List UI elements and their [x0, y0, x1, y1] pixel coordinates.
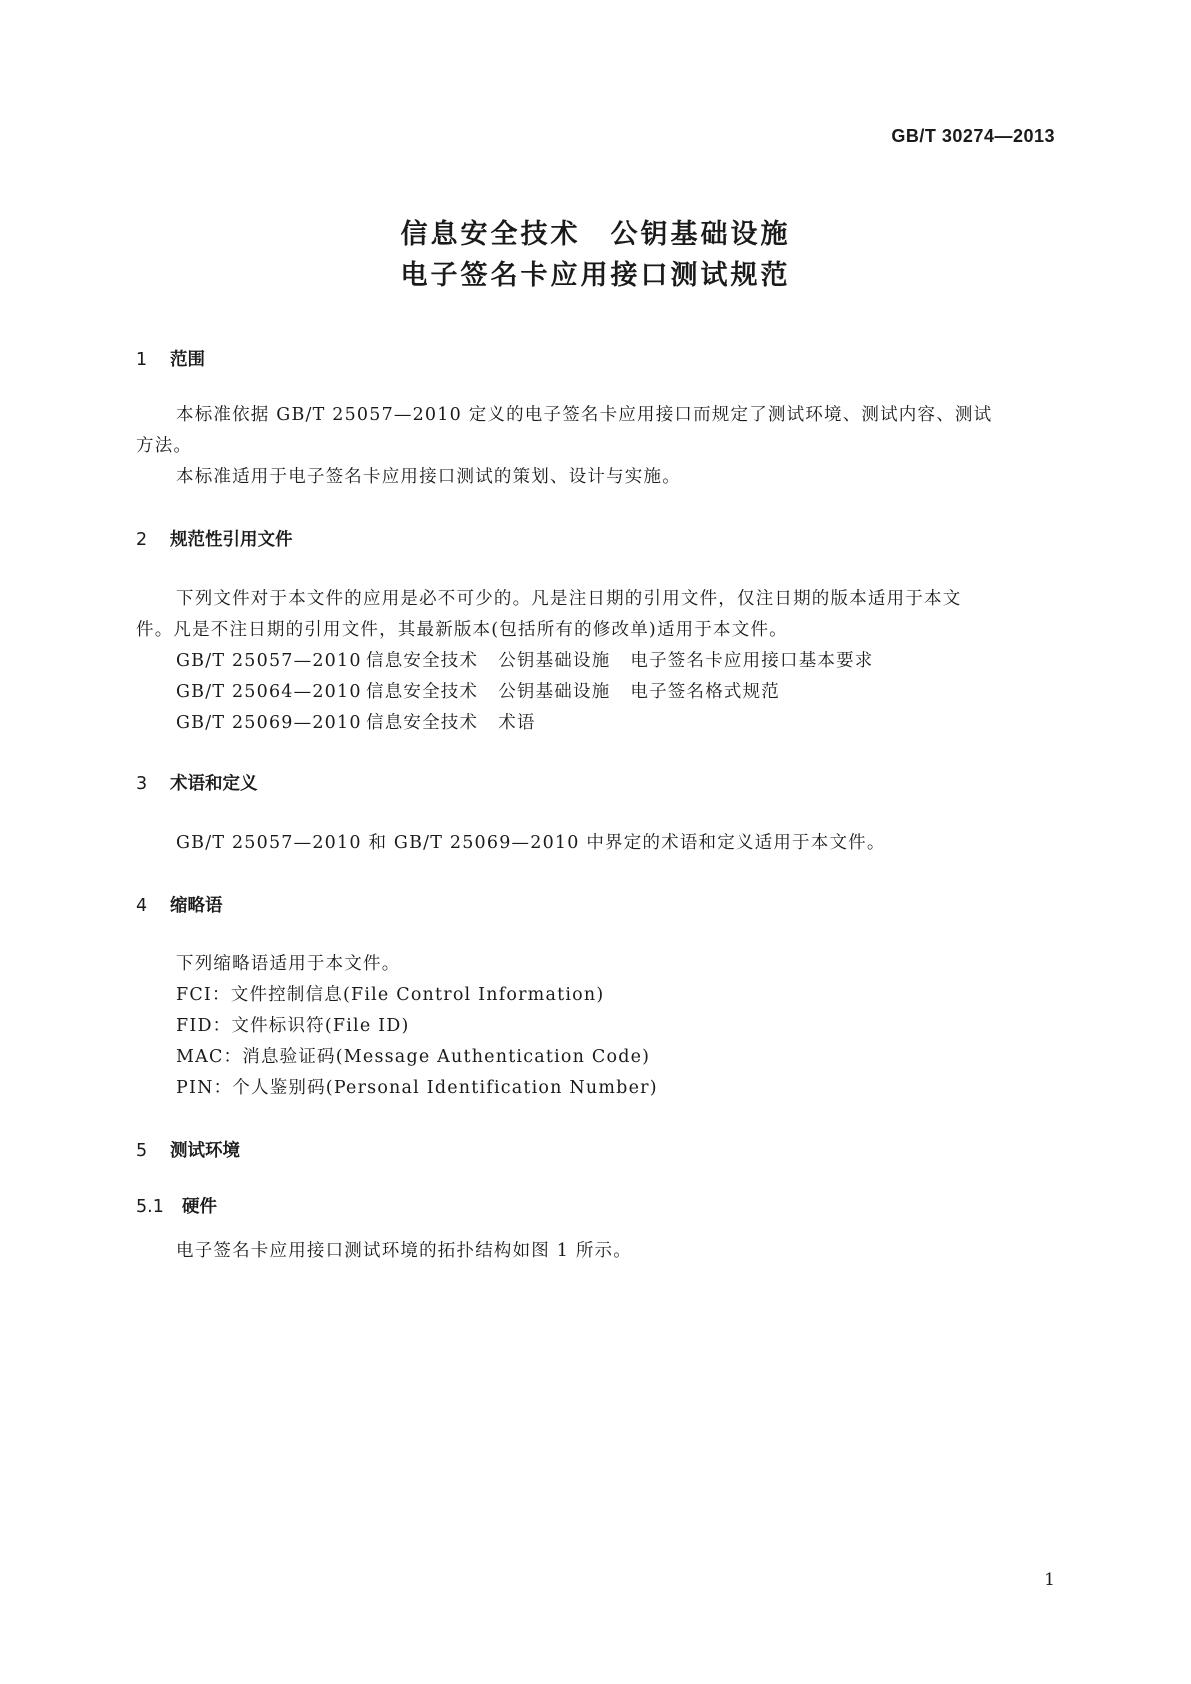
abbreviation-item: PIN：个人鉴别码(Personal Identification Number) — [176, 1078, 658, 1098]
section-title: 缩略语 — [170, 896, 223, 916]
reference-title-part: 电子签名格式规范 — [630, 682, 781, 702]
section-number: 3 — [136, 774, 148, 794]
reference-title-part: 电子签名卡应用接口基本要求 — [630, 651, 874, 671]
section-number: 5.1 — [136, 1197, 164, 1217]
section-title: 硬件 — [182, 1197, 217, 1217]
section-number: 1 — [136, 350, 148, 370]
reference-code: GB/T 25064—2010 — [176, 682, 362, 702]
section-title: 范围 — [170, 350, 205, 370]
scope-paragraph-2: 本标准适用于电子签名卡应用接口测试的策划、设计与实施。 — [176, 467, 681, 487]
reference-code: GB/T 25069—2010 — [176, 713, 362, 733]
reference-item — [176, 677, 780, 708]
abbreviation-item: MAC：消息验证码(Message Authentication Code) — [176, 1047, 651, 1067]
reference-title-part: 信息安全技术 — [366, 651, 479, 671]
document-title-line-1: 信息安全技术 公钥基础设施 — [400, 219, 791, 250]
section-heading-normative-references — [136, 526, 293, 551]
abbreviation-item: FCI：文件控制信息(File Control Information) — [176, 985, 605, 1005]
scope-paragraph-1-line-2: 方法。 — [136, 436, 193, 456]
abbreviation-item: FID：文件标识符(File ID) — [176, 1016, 410, 1036]
reference-item — [176, 708, 536, 739]
reference-title-part: 公钥基础设施 — [498, 651, 611, 671]
section-title: 术语和定义 — [170, 774, 258, 794]
section-number: 5 — [136, 1141, 148, 1161]
reference-title-part: 信息安全技术 — [366, 682, 479, 702]
section-heading-abbreviations — [136, 892, 223, 917]
scope-paragraph-1-line-1: 本标准依据 GB/T 25057—2010 定义的电子签名卡应用接口而规定了测试环境、测试内容、测试 — [176, 405, 993, 425]
reference-code: GB/T 25057—2010 — [176, 651, 362, 671]
terms-paragraph: GB/T 25057—2010 和 GB/T 25069—2010 中界定的术语和定义适用于本文件。 — [176, 833, 886, 853]
page-number: 1 — [1044, 1570, 1055, 1590]
section-heading-terms-and-definitions — [136, 770, 258, 795]
normative-intro-line-1: 下列文件对于本文件的应用是必不可少的。凡是注日期的引用文件，仅注日期的版本适用于本文 — [176, 589, 962, 609]
hardware-paragraph: 电子签名卡应用接口测试环境的拓扑结构如图 1 所示。 — [176, 1241, 632, 1261]
document-title-line-2: 电子签名卡应用接口测试规范 — [400, 260, 791, 291]
section-heading-scope — [136, 346, 205, 371]
reference-title-part: 术语 — [498, 713, 536, 733]
normative-intro-line-2: 件。凡是不注日期的引用文件，其最新版本(包括所有的修改单)适用于本文件。 — [136, 620, 788, 640]
reference-title-part: 信息安全技术 — [366, 713, 479, 733]
abbreviations-intro: 下列缩略语适用于本文件。 — [176, 954, 401, 974]
reference-title-part: 公钥基础设施 — [498, 682, 611, 702]
section-heading-test-environment — [136, 1137, 240, 1162]
section-title: 规范性引用文件 — [170, 530, 293, 550]
reference-item — [176, 646, 874, 677]
standard-code: GB/T 30274—2013 — [891, 126, 1055, 146]
section-number: 4 — [136, 896, 148, 916]
section-number: 2 — [136, 530, 148, 550]
section-title: 测试环境 — [170, 1141, 240, 1161]
subsection-heading-hardware — [136, 1193, 217, 1218]
